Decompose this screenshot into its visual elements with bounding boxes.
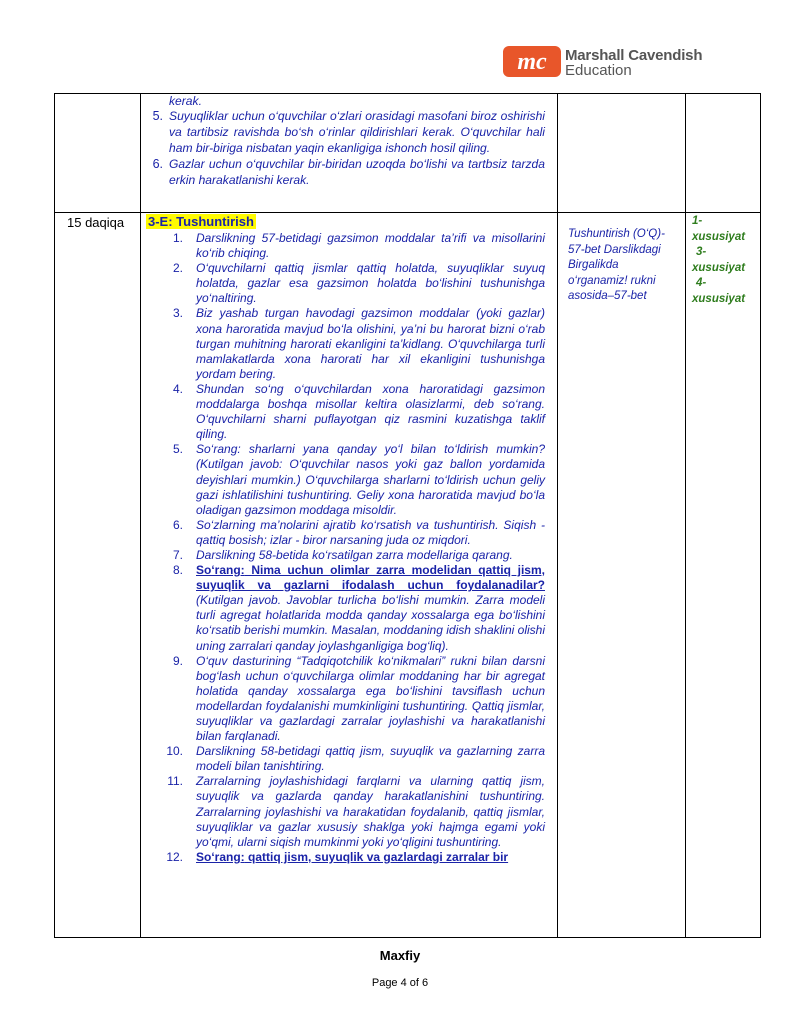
item-text: So‘zlarning ma’nolarini ajratib ko‘rsatish va tushuntirish. Siqish - qattiq bosish; izlar - biror narsaning juda oz miqdori. [196,517,545,547]
criteria-cell [686,213,761,938]
lesson-plan-table [54,93,761,938]
resources-cell [558,213,686,938]
criteria-item: 3- [696,246,707,258]
item-text: Zarralarning joylashishidagi farqlarni va ularning qattiq jism, suyuqlik va gazlarda qanday harakatlanishini tushuntiring. Zarralarning joylashishi va harakatidan foydalanib, qattiq jismlar, suyuqliklar va gazlar xususiy shaklga yoki hajmga egami yoki yo‘qmi, ularni siqish mumkinmi yoki yo‘qligini tushuntiring. [196,774,545,849]
list-item [141,157,557,189]
list-item [141,382,557,442]
item-text: Biz yashab turgan havodagi gazsimon moddalar (yoki gazlar) xona haroratida mavjud bo‘la olishini, ya’ni bu harorat bizni o‘rab turgan muhitning harorati ekanligini ta’kidlang. O‘quvchilarga turli mamlakatlarda xona harorati har xil ekanligini tushunishga yordam bering. [196,306,545,381]
section-title: 3-E: Tushuntirish [148,214,254,229]
item-text: Darslikning 58-betidagi qattiq jism, suyuqlik va gazlarning zarra modeli bilan tanishtiring. [196,744,545,774]
item-number: 5. [152,109,163,123]
item-number: 6. [152,156,163,171]
criteria-item: xususiyat [692,292,746,305]
criteria-item: xususiyat [692,261,746,274]
list-item [141,744,557,774]
item-number: 10. [166,744,183,759]
activity-list [141,231,557,865]
item-text: Suyuqliklar uchun o‘quvchilar o‘zlari orasidagi masofani biroz oshirishi va tartibsiz ravishda bo‘sh o‘rinlar qildirishlari kerak. O‘quvchilar hali ham bir-biriga nisbatan yaqin ekanligiga ishonch hosil qiling. [169,109,545,155]
list-item [141,306,557,381]
criteria-cell [686,94,761,213]
criteria-item: 1- [692,215,703,227]
item-number: 12. [166,849,183,864]
list-item [141,518,557,548]
activity-cell [141,94,558,213]
time-cell: 15 daqiqa [55,213,141,938]
confidential-label: Maxfiy [379,948,421,963]
time-cell [55,94,141,213]
table-row [55,94,761,213]
list-item [141,774,557,849]
list-item [141,261,557,306]
page-number: Page 4 of 6 [371,977,429,989]
continued-text: kerak. [169,94,202,108]
item-text: Darslikning 58-betida ko‘rsatilgan zarra modellariga qarang. [196,547,513,562]
item-number: 5. [172,442,183,457]
list-item [141,231,557,261]
item-text: Darslikning 57-betidagi gazsimon moddalar ta’rifi va misollarini ko‘rib chiqing. [196,231,545,261]
activity-cell [141,213,558,938]
item-number: 9. [172,653,183,668]
table-row [55,213,761,938]
item-number: 6. [172,517,183,532]
item-number: 11. [167,774,183,789]
criteria-item: 4- [696,277,707,289]
resources-cell [558,94,686,213]
logo-mark-text: mc [517,49,547,75]
item-text: Gazlar uchun o‘quvchilar bir-biridan uzoqda bo‘lishi va tartbsiz tarzda erkin harakatlanishi kerak. [169,156,545,187]
list-item [141,654,557,745]
item-text: O‘quv dasturining “Tadqiqotchilik ko‘nikmalari” rukni bilan darsni bog‘lash uchun o‘quvchilarga olimlar moddaning har bir agregat holatida qanday xossalarga ega bo‘lishini tavsiflash uchun modellardan foydalanishi mumkinligini tushuntiring. Qattiq jismlar, suyuqliklar va gazlardagi zarralar joylashishi va harakatlanishi bilan farqlanadi. [196,653,545,744]
criteria-item: xususiyat [692,230,746,243]
item-number: 2. [172,261,183,276]
item-text: (Kutilgan javob. Javoblar turlicha bo‘lishi mumkin. Zarra modeli turli agregat holatlarida modda qanday xossalarga ega bo‘lishini ko‘rsatib berishi mumkin. Masalan, moddaning idish shaklini olishi uning zarralari qanday joylashganligiga bog‘liq). [196,593,545,653]
ask-prompt: So‘rang: [196,563,245,578]
resources-text: Tushuntirish (O‘Q)- 57-bet Darslikdagi Birgalikda o‘rganamiz! rukni asosida–57-bet [568,228,665,302]
list-item [141,850,557,865]
item-number: 3. [172,306,183,321]
ask-question: qattiq jism, suyuqlik va gazlardagi zarralar bir [244,849,509,864]
ask-question: Nima uchun olimlar zarra modelidan qattiq jism, suyuqlik va gazlarni ifodalash uchun foydalanadilar? [196,563,545,593]
item-text: Shundan so‘ng o‘quvchilardan xona haroratidagi gazsimon moddalarga boshqa misollar keltira olasizlarmi, deb so‘rang. O‘quvchilarni sharni puflayotgan qiz rasmini kuzatishga taklif qiling. [196,381,545,442]
item-number: 1. [172,231,183,245]
item-text: So‘rang: sharlarni yana qanday yo‘l bilan to‘ldirish mumkin? (Kutilgan javob: O‘quvchilar nasos yoki gaz ballon yordamida deyishlari mumkin.) O‘quvchilarga sharlarni to‘ldirish uchun geliy gazi ishlatilishini tushuntiring. Geliy xona haroratida mavjud bo‘la oladigan gazsimon moddaga misoldir. [196,442,545,517]
item-text: O‘quvchilarni qattiq jismlar qattiq holatda, suyuqliklar suyuq holatda, gazlar esa gazsimon holatda bo‘lishini tushunishga yo‘naltiring. [196,261,545,306]
item-number: 7. [172,547,183,562]
mc-logo-icon [503,46,561,77]
logo-subname: Education [565,62,632,79]
publisher-logo [503,46,713,80]
logo-name: Marshall Cavendish [565,47,703,64]
list-item [141,548,557,563]
item-number: 8. [172,563,183,578]
ask-prompt: So‘rang: [196,849,245,864]
activity-list [141,109,557,189]
item-number: 4. [172,381,183,396]
criteria-list [686,213,760,307]
list-item [141,442,557,517]
list-item [141,109,557,157]
list-item [141,563,557,654]
